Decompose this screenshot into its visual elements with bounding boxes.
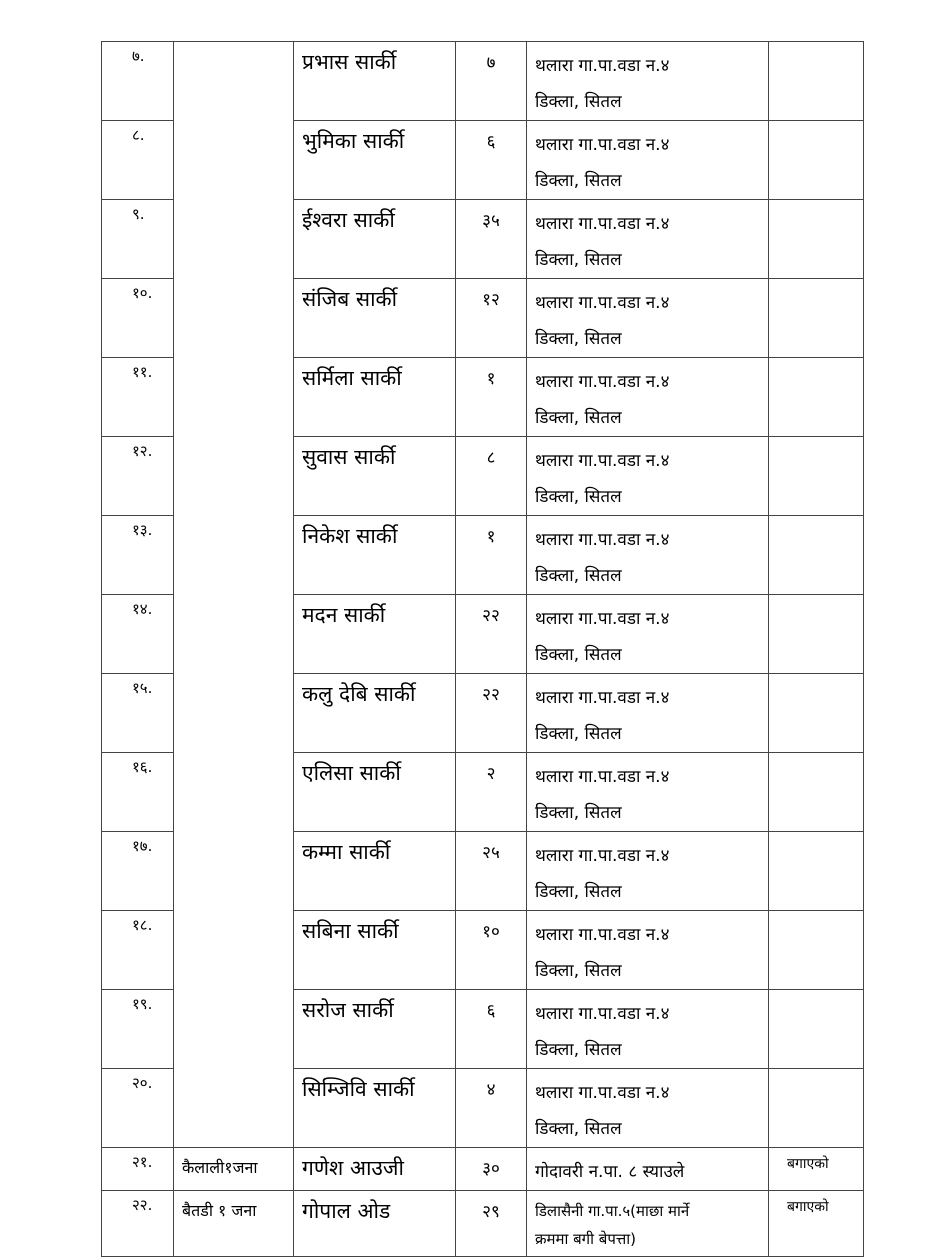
serial-number-cell: १६. bbox=[102, 753, 174, 832]
name-cell: ईश्वरा सार्की bbox=[294, 200, 456, 279]
name-cell: कलु देबि सार्की bbox=[294, 674, 456, 753]
address-cell bbox=[527, 516, 769, 595]
address-line-1: थलारा गा.पा.वडा न.४ bbox=[535, 1004, 670, 1024]
address-cell bbox=[527, 911, 769, 990]
serial-number-cell: १२. bbox=[102, 437, 174, 516]
remark-cell bbox=[769, 437, 864, 516]
age-cell: १० bbox=[456, 911, 527, 990]
age-cell: २२ bbox=[456, 595, 527, 674]
name-cell: सर्मिला सार्की bbox=[294, 358, 456, 437]
address-cell bbox=[527, 1069, 769, 1148]
age-cell: १ bbox=[456, 358, 527, 437]
remark-cell bbox=[769, 516, 864, 595]
age-cell: १ bbox=[456, 516, 527, 595]
address-line-2: डिक्ला, सितल bbox=[535, 92, 622, 112]
name-cell: सबिना सार्की bbox=[294, 911, 456, 990]
age-cell: ८ bbox=[456, 437, 527, 516]
age-cell: ३० bbox=[456, 1148, 527, 1191]
name-cell: गोपाल ओड bbox=[294, 1191, 456, 1257]
address-line-2: डिक्ला, सितल bbox=[535, 882, 622, 902]
serial-number-cell: १८. bbox=[102, 911, 174, 990]
address-line-2: डिक्ला, सितल bbox=[535, 961, 622, 981]
name-cell: गणेश आउजी bbox=[294, 1148, 456, 1191]
table-row bbox=[102, 1148, 864, 1191]
age-cell: २ bbox=[456, 753, 527, 832]
remark-cell bbox=[769, 595, 864, 674]
remark-cell bbox=[769, 990, 864, 1069]
address-cell bbox=[527, 358, 769, 437]
name-cell: सिम्जिवि सार्की bbox=[294, 1069, 456, 1148]
serial-number-cell: २१. bbox=[102, 1148, 174, 1191]
age-cell: २९ bbox=[456, 1191, 527, 1257]
address-cell bbox=[527, 121, 769, 200]
age-cell: २२ bbox=[456, 674, 527, 753]
serial-number-cell: ११. bbox=[102, 358, 174, 437]
address-line-2: डिक्ला, सितल bbox=[535, 408, 622, 428]
name-cell: कम्मा सार्की bbox=[294, 832, 456, 911]
table-body bbox=[102, 42, 864, 1257]
name-cell: भुमिका सार्की bbox=[294, 121, 456, 200]
address-line-1: थलारा गा.पा.वडा न.४ bbox=[535, 56, 670, 76]
serial-number-cell: १०. bbox=[102, 279, 174, 358]
remark-cell: बगाएको bbox=[769, 1148, 864, 1191]
district-cell: बैतडी १ जना bbox=[174, 1191, 294, 1257]
serial-number-cell: ९. bbox=[102, 200, 174, 279]
district-cell-merged bbox=[174, 42, 294, 1148]
remark-cell bbox=[769, 200, 864, 279]
address-line-1: थलारा गा.पा.वडा न.४ bbox=[535, 214, 670, 234]
address-line-1: थलारा गा.पा.वडा न.४ bbox=[535, 451, 670, 471]
name-cell: सुवास सार्की bbox=[294, 437, 456, 516]
serial-number-cell: १७. bbox=[102, 832, 174, 911]
age-cell: ३५ bbox=[456, 200, 527, 279]
address-line-1: थलारा गा.पा.वडा न.४ bbox=[535, 372, 670, 392]
name-cell: एलिसा सार्की bbox=[294, 753, 456, 832]
serial-number-cell: १९. bbox=[102, 990, 174, 1069]
name-cell: प्रभास सार्की bbox=[294, 42, 456, 121]
address-line-1: थलारा गा.पा.वडा न.४ bbox=[535, 530, 670, 550]
address-line-1: डिलासैनी गा.पा.५(माछा मार्ने bbox=[535, 1202, 690, 1220]
address-line-2: डिक्ला, सितल bbox=[535, 1040, 622, 1060]
remark-cell: बगाएको bbox=[769, 1191, 864, 1257]
address-line-2: डिक्ला, सितल bbox=[535, 566, 622, 586]
address-line-2: डिक्ला, सितल bbox=[535, 803, 622, 823]
serial-number-cell: १५. bbox=[102, 674, 174, 753]
address-line-1: थलारा गा.पा.वडा न.४ bbox=[535, 767, 670, 787]
address-cell bbox=[527, 200, 769, 279]
address-cell bbox=[527, 753, 769, 832]
address-line-2: डिक्ला, सितल bbox=[535, 250, 622, 270]
address-line-1: थलारा गा.पा.वडा न.४ bbox=[535, 925, 670, 945]
address-cell bbox=[527, 1148, 769, 1191]
serial-number-cell: ८. bbox=[102, 121, 174, 200]
address-line-2: क्रममा बगी बेपत्ता) bbox=[535, 1230, 636, 1248]
remark-cell bbox=[769, 358, 864, 437]
address-line-1: थलारा गा.पा.वडा न.४ bbox=[535, 293, 670, 313]
name-cell: संजिब सार्की bbox=[294, 279, 456, 358]
name-cell: मदन सार्की bbox=[294, 595, 456, 674]
address-cell bbox=[527, 595, 769, 674]
address-cell bbox=[527, 279, 769, 358]
address-cell bbox=[527, 832, 769, 911]
address-cell bbox=[527, 42, 769, 121]
address-line-1: थलारा गा.पा.वडा न.४ bbox=[535, 1083, 670, 1103]
district-cell: कैलाली१जना bbox=[174, 1148, 294, 1191]
table-row bbox=[102, 1191, 864, 1257]
address-line-1: थलारा गा.पा.वडा न.४ bbox=[535, 135, 670, 155]
serial-number-cell: ७. bbox=[102, 42, 174, 121]
age-cell: १२ bbox=[456, 279, 527, 358]
remark-cell bbox=[769, 42, 864, 121]
address-line-2: डिक्ला, सितल bbox=[535, 645, 622, 665]
address-cell bbox=[527, 990, 769, 1069]
remark-cell bbox=[769, 753, 864, 832]
remark-cell bbox=[769, 911, 864, 990]
age-cell: ६ bbox=[456, 121, 527, 200]
age-cell: ६ bbox=[456, 990, 527, 1069]
address-line-2: डिक्ला, सितल bbox=[535, 171, 622, 191]
remark-cell bbox=[769, 279, 864, 358]
remark-cell bbox=[769, 832, 864, 911]
address-line-1: थलारा गा.पा.वडा न.४ bbox=[535, 688, 670, 708]
address-cell bbox=[527, 1191, 769, 1257]
serial-number-cell: २२. bbox=[102, 1191, 174, 1257]
address-line-1: गोदावरी न.पा. ८ स्याउले bbox=[535, 1162, 685, 1182]
table-row bbox=[102, 42, 864, 121]
serial-number-cell: १४. bbox=[102, 595, 174, 674]
address-line-2: डिक्ला, सितल bbox=[535, 487, 622, 507]
remark-cell bbox=[769, 121, 864, 200]
remark-cell bbox=[769, 674, 864, 753]
name-cell: सरोज सार्की bbox=[294, 990, 456, 1069]
victims-table bbox=[101, 41, 864, 1257]
serial-number-cell: १३. bbox=[102, 516, 174, 595]
remark-cell bbox=[769, 1069, 864, 1148]
address-line-1: थलारा गा.पा.वडा न.४ bbox=[535, 846, 670, 866]
age-cell: ४ bbox=[456, 1069, 527, 1148]
name-cell: निकेश सार्की bbox=[294, 516, 456, 595]
address-line-2: डिक्ला, सितल bbox=[535, 1119, 622, 1139]
age-cell: २५ bbox=[456, 832, 527, 911]
address-line-2: डिक्ला, सितल bbox=[535, 329, 622, 349]
address-cell bbox=[527, 437, 769, 516]
serial-number-cell: २०. bbox=[102, 1069, 174, 1148]
address-cell bbox=[527, 674, 769, 753]
age-cell: ७ bbox=[456, 42, 527, 121]
address-line-2: डिक्ला, सितल bbox=[535, 724, 622, 744]
address-line-1: थलारा गा.पा.वडा न.४ bbox=[535, 609, 670, 629]
